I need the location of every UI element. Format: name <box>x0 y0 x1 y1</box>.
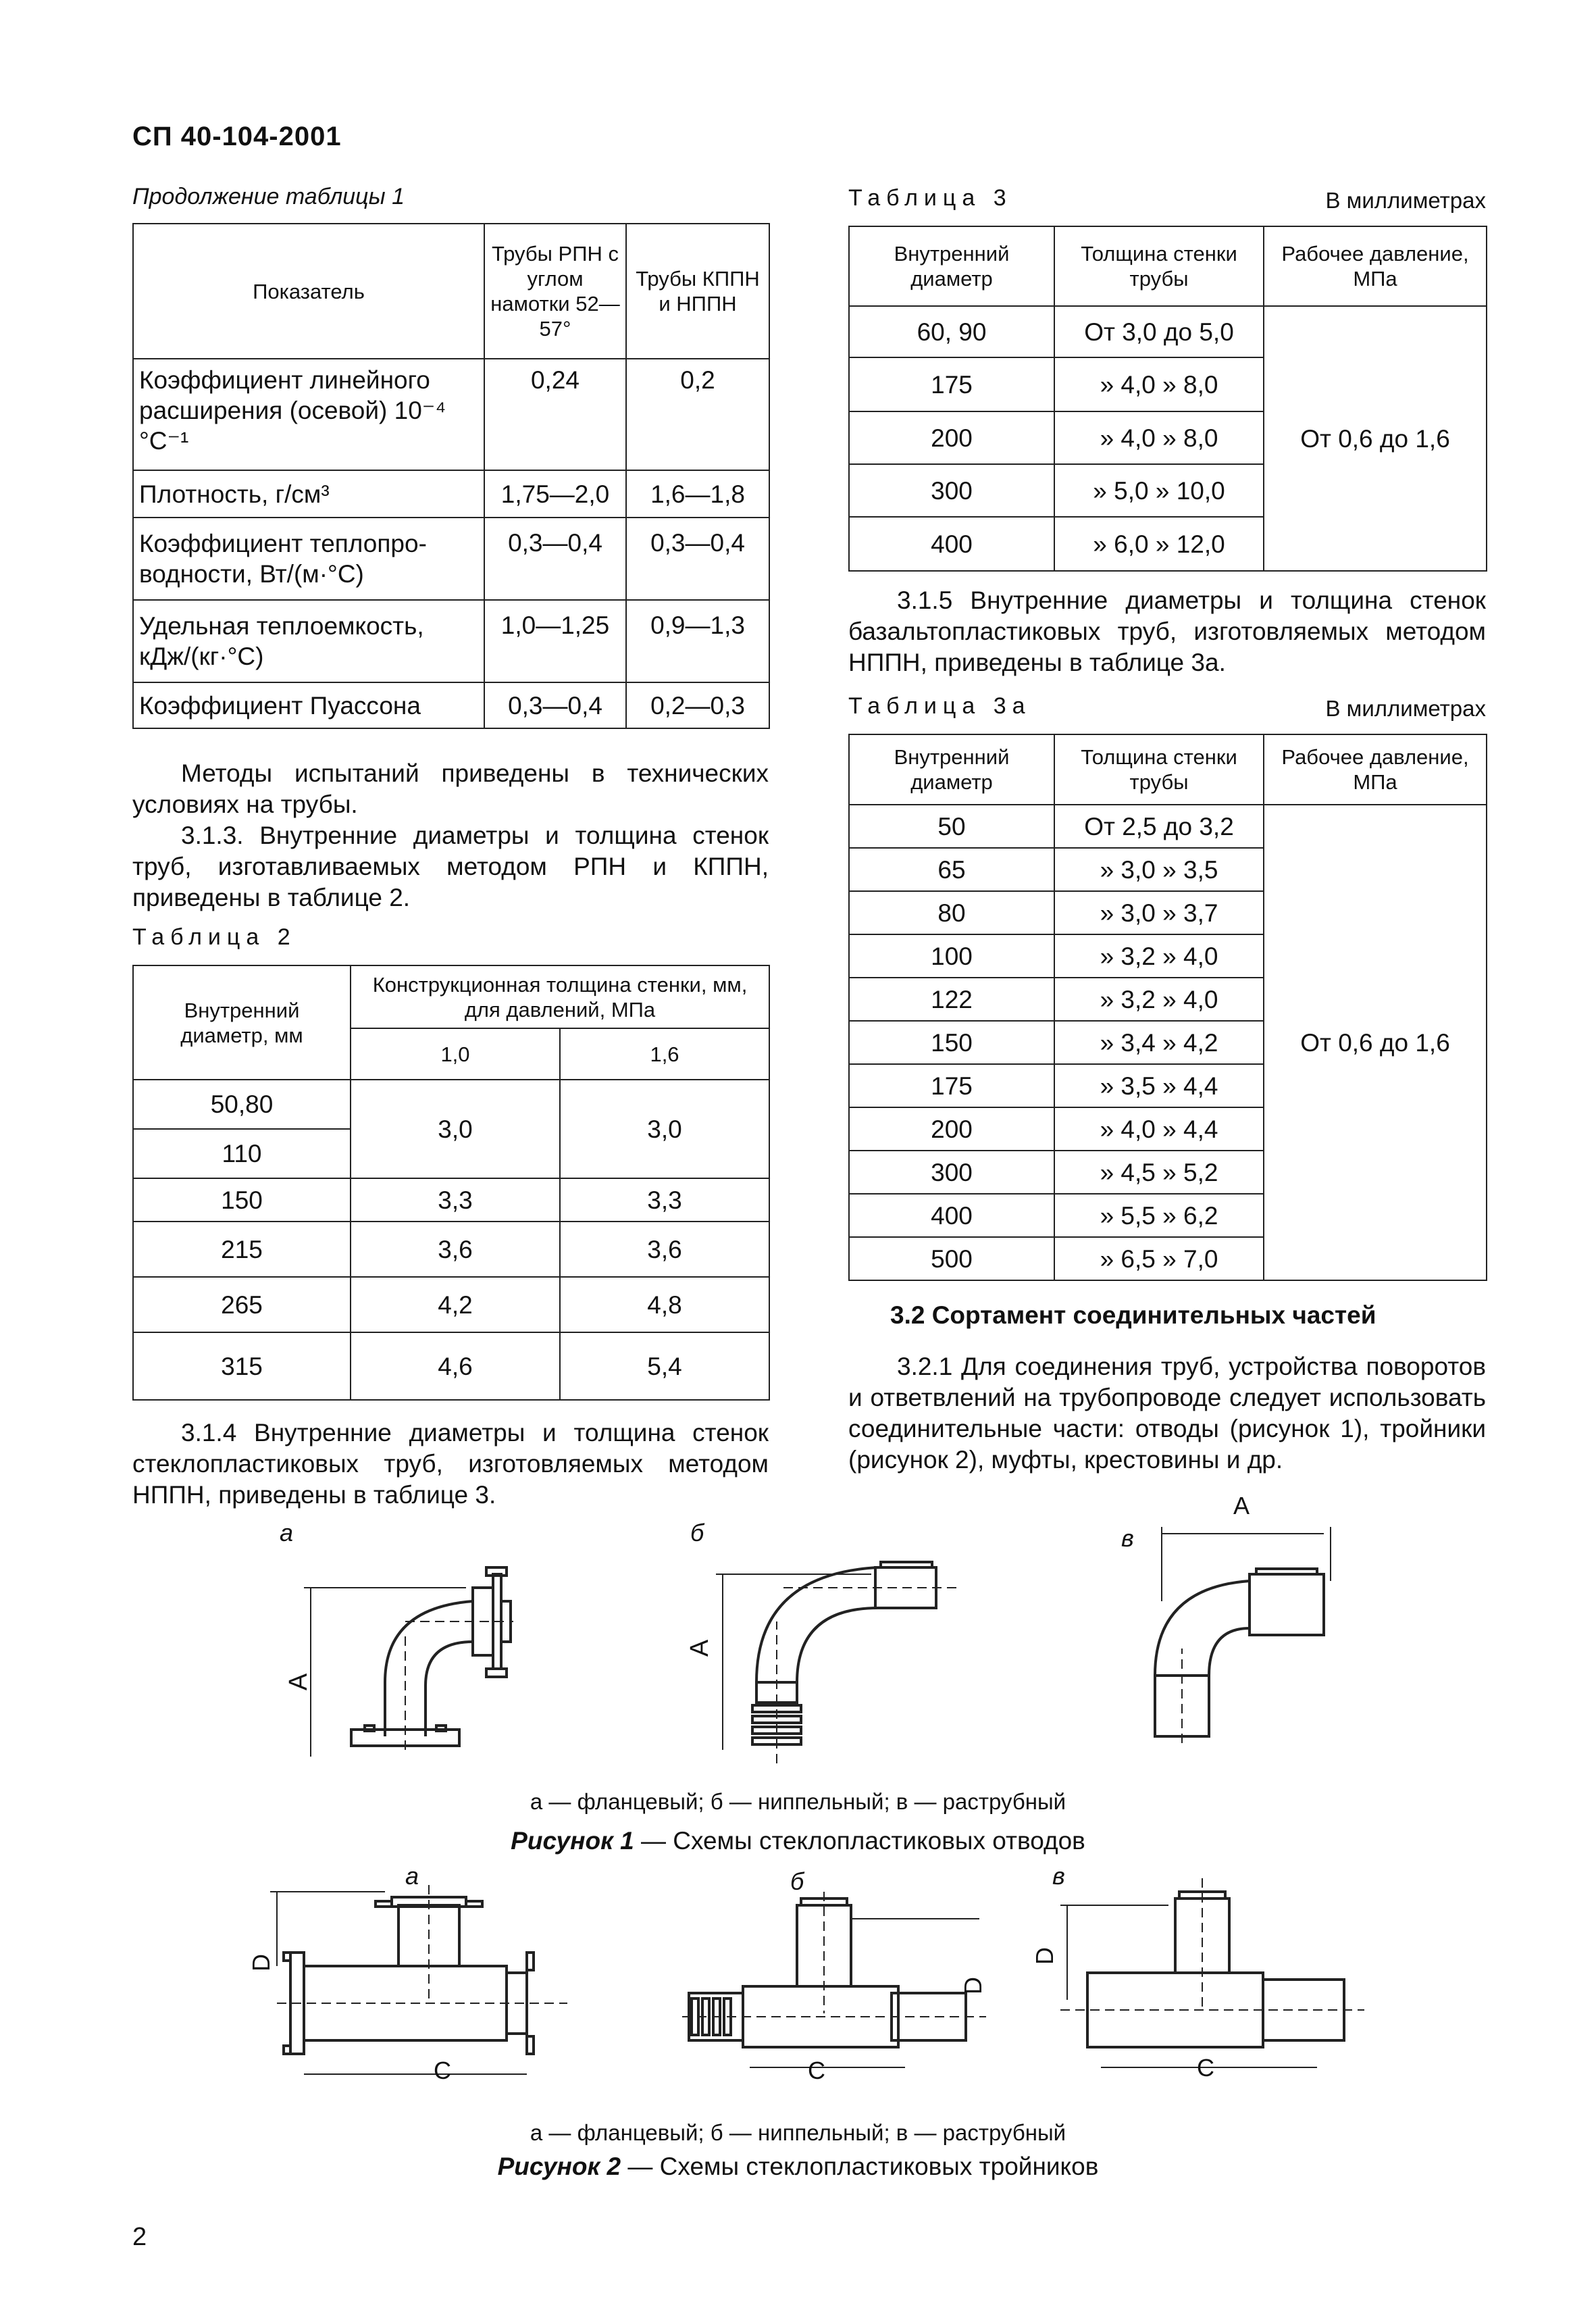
table3a-cell-diameter: 400 <box>849 1194 1054 1237</box>
table3a-cell-diameter: 50 <box>849 805 1054 848</box>
table-row <box>133 682 769 728</box>
table2-cell-a: 3,3 <box>351 1178 560 1222</box>
table-row <box>133 600 769 682</box>
table2-cell-merged-a: 3,0 <box>351 1080 560 1178</box>
table3a-cell-diameter: 150 <box>849 1021 1054 1064</box>
figure2-dim-d-c: D <box>1031 1947 1058 1965</box>
table3-units: В миллиметрах <box>1325 188 1486 213</box>
table2-cell-diameter: 110 <box>133 1129 351 1178</box>
table2-cell-b: 5,4 <box>560 1332 769 1400</box>
figure2-label-v: в <box>1052 1862 1065 1890</box>
table2-cell-diameter: 265 <box>133 1277 351 1332</box>
table3a-cell-thickness: » 5,5 » 6,2 <box>1054 1194 1264 1237</box>
table3a-cell-thickness: » 3,2 » 4,0 <box>1054 978 1264 1021</box>
table3a-cell-thickness: » 3,0 » 3,5 <box>1054 848 1264 891</box>
table3a-cell-diameter: 500 <box>849 1237 1054 1280</box>
table1-cell-kppn: 0,3—0,4 <box>626 518 769 600</box>
table3a-cell-diameter: 122 <box>849 978 1054 1021</box>
table3a-header-thickness: Толщина стенки трубы <box>1054 734 1264 805</box>
paragraph-block-4 <box>848 1351 1486 1476</box>
table1-cell-rpn: 0,3—0,4 <box>484 518 626 600</box>
figure1-caption-number: Рисунок 1 <box>511 1827 634 1855</box>
table1-caption: Продолжение таблицы 1 <box>132 184 405 209</box>
figure2-label-a: а <box>405 1862 419 1890</box>
nipple-tee-drawing <box>682 1892 993 2088</box>
table1-cell-param: Коэффициент линейного расширения (осевой) 10⁻⁴ °С⁻¹ <box>133 359 484 470</box>
table1-header-param: Показатель <box>133 224 484 359</box>
table-3a <box>848 734 1487 1281</box>
table1-cell-kppn: 0,2—0,3 <box>626 682 769 728</box>
figure1-caption-text: — Схемы стеклопластиковых отводов <box>634 1827 1085 1855</box>
table3a-cell-thickness: » 3,4 » 4,2 <box>1054 1021 1264 1064</box>
page-number: 2 <box>132 2223 147 2251</box>
paragraph-block-2 <box>132 1417 769 1511</box>
figure2-dim-d-b: D <box>959 1977 987 1994</box>
table3a-cell-thickness: » 6,5 » 7,0 <box>1054 1237 1264 1280</box>
table-1 <box>132 223 770 729</box>
table1-cell-rpn: 0,3—0,4 <box>484 682 626 728</box>
figure2-caption-number: Рисунок 2 <box>497 2153 621 2180</box>
table3-cell-diameter: 60, 90 <box>849 306 1054 357</box>
table3a-units: В миллиметрах <box>1325 696 1486 721</box>
table3-cell-pressure: От 0,6 до 1,6 <box>1264 306 1487 571</box>
table3-header-thickness: Толщина стенки трубы <box>1054 226 1264 306</box>
figure2-dim-c-b: С <box>808 2057 825 2084</box>
table2-header-p1: 1,0 <box>351 1028 560 1080</box>
nipple-elbow-drawing <box>716 1547 973 1777</box>
figure2-dim-c-a: С <box>434 2057 451 2084</box>
table1-cell-rpn: 1,0—1,25 <box>484 600 626 682</box>
table2-cell-a: 3,6 <box>351 1222 560 1277</box>
figure2-dim-c-c: С <box>1197 2054 1214 2082</box>
table3a-cell-diameter: 300 <box>849 1151 1054 1194</box>
figure1-subcaption: а — фланцевый; б — ниппельный; в — раструбный <box>530 1789 1066 1814</box>
table3a-cell-thickness: » 4,5 » 5,2 <box>1054 1151 1264 1194</box>
table2-cell-merged-b: 3,0 <box>560 1080 769 1178</box>
table1-cell-kppn: 0,9—1,3 <box>626 600 769 682</box>
table1-cell-param: Удельная теплоемкость, кДж/(кг·°С) <box>133 600 484 682</box>
table3-cell-thickness: » 4,0 » 8,0 <box>1054 411 1264 464</box>
table-2 <box>132 965 770 1401</box>
table3a-header-diameter: Внутренний диаметр <box>849 734 1054 805</box>
table2-cell-a: 4,6 <box>351 1332 560 1400</box>
table-row <box>133 1222 769 1277</box>
table1-header-rpn: Трубы РПН с углом намотки 52—57° <box>484 224 626 359</box>
figure1-label-a: а <box>280 1519 294 1546</box>
table-row <box>133 1178 769 1222</box>
table1-cell-param: Коэффициент теплопро-водности, Вт/(м·°С) <box>133 518 484 600</box>
document-code: СП 40-104-2001 <box>132 122 342 151</box>
table-row <box>133 1277 769 1332</box>
table3a-cell-diameter: 100 <box>849 934 1054 978</box>
table1-cell-kppn: 1,6—1,8 <box>626 470 769 518</box>
table2-header-p2: 1,6 <box>560 1028 769 1080</box>
table2-header-group: Конструкционная толщина стенки, мм, для давлений, МПа <box>351 965 769 1028</box>
flanged-tee-drawing <box>263 1885 581 2088</box>
table2-caption: Таблица 2 <box>132 924 297 950</box>
paragraph-test-methods: Методы испытаний приведены в технических условиях на трубы. <box>132 759 769 818</box>
figure1-dim-a-c: А <box>1233 1492 1250 1519</box>
table3a-cell-thickness: » 3,0 » 3,7 <box>1054 891 1264 934</box>
table2-header-diameter: Внутренний диаметр, мм <box>133 965 351 1080</box>
table2-cell-diameter: 315 <box>133 1332 351 1400</box>
table1-cell-rpn: 0,24 <box>484 359 626 470</box>
table1-cell-rpn: 1,75—2,0 <box>484 470 626 518</box>
table2-cell-a: 4,2 <box>351 1277 560 1332</box>
figure2-subcaption: а — фланцевый; б — ниппельный; в — раструбный <box>530 2120 1066 2145</box>
section-heading-3-2: 3.2 Сортамент соединительных частей <box>890 1301 1376 1329</box>
flanged-elbow-drawing <box>284 1534 567 1763</box>
table2-cell-diameter: 215 <box>133 1222 351 1277</box>
table3-cell-diameter: 200 <box>849 411 1054 464</box>
table3a-cell-diameter: 80 <box>849 891 1054 934</box>
figure2-caption <box>0 2153 1596 2181</box>
table3-cell-thickness: » 6,0 » 12,0 <box>1054 517 1264 571</box>
table3-caption: Таблица 3 <box>848 185 1012 211</box>
table1-cell-param: Коэффициент Пуассона <box>133 682 484 728</box>
table2-cell-diameter: 50,80 <box>133 1080 351 1129</box>
table1-header-kppn: Трубы КППН и НППН <box>626 224 769 359</box>
paragraph-block-3 <box>848 585 1486 678</box>
figure2-caption-text: — Схемы стеклопластиковых тройников <box>621 2153 1099 2180</box>
table-row <box>849 805 1487 848</box>
table-row <box>133 359 769 470</box>
table-row <box>133 518 769 600</box>
table3a-header-pressure: Рабочее давление, МПа <box>1264 734 1487 805</box>
table1-cell-param: Плотность, г/см³ <box>133 470 484 518</box>
table3a-cell-diameter: 175 <box>849 1064 1054 1107</box>
table2-cell-diameter: 150 <box>133 1178 351 1222</box>
socket-elbow-drawing <box>1135 1507 1351 1750</box>
table3a-caption: Таблица 3а <box>848 693 1031 719</box>
table2-cell-b: 3,6 <box>560 1222 769 1277</box>
table-row <box>133 470 769 518</box>
table-row <box>133 1332 769 1400</box>
table3a-cell-pressure: От 0,6 до 1,6 <box>1264 805 1487 1280</box>
figure1-label-v: в <box>1121 1524 1134 1552</box>
table-row <box>849 306 1487 357</box>
table1-cell-kppn: 0,2 <box>626 359 769 470</box>
socket-tee-drawing <box>1060 1878 1371 2081</box>
figure2-label-b: б <box>790 1867 804 1895</box>
figure1-dim-a-b: А <box>686 1639 715 1657</box>
paragraph-3-1-4: 3.1.4 Внутренние диаметры и толщина стенок стеклопластиковых труб, изготовляемых методом НППН, приведены в таблице 3. <box>132 1419 769 1509</box>
table3-cell-thickness: » 5,0 » 10,0 <box>1054 464 1264 517</box>
table3a-cell-diameter: 200 <box>849 1107 1054 1151</box>
table3a-cell-thickness: » 4,0 » 4,4 <box>1054 1107 1264 1151</box>
table2-cell-b: 4,8 <box>560 1277 769 1332</box>
table3a-cell-thickness: От 2,5 до 3,2 <box>1054 805 1264 848</box>
table-row <box>133 1080 769 1129</box>
figure1-caption <box>0 1827 1596 1855</box>
table3-cell-diameter: 175 <box>849 357 1054 411</box>
table3-header-diameter: Внутренний диаметр <box>849 226 1054 306</box>
table3-header-pressure: Рабочее давление, МПа <box>1264 226 1487 306</box>
table3a-cell-diameter: 65 <box>849 848 1054 891</box>
table2-cell-b: 3,3 <box>560 1178 769 1222</box>
table3-cell-thickness: От 3,0 до 5,0 <box>1054 306 1264 357</box>
table3a-cell-thickness: » 3,5 » 4,4 <box>1054 1064 1264 1107</box>
figure2-dim-d-a: D <box>247 1954 275 1971</box>
table3-cell-diameter: 400 <box>849 517 1054 571</box>
paragraph-3-2-1: 3.2.1 Для соединения труб, устройства поворотов и ответвлений на трубопроводе следует использовать соединительные части: отводы (рисунок 1), тройники (рисунок 2), муфты, крестовины и др. <box>848 1353 1486 1474</box>
table3-cell-diameter: 300 <box>849 464 1054 517</box>
paragraph-3-1-5: 3.1.5 Внутренние диаметры и толщина стенок базальтопластиковых труб, изготовляемых методом НППН, приведены в таблице 3а. <box>848 586 1486 676</box>
paragraph-3-1-3: 3.1.3. Внутренние диаметры и толщина стенок труб, изготавливаемых методом РПН и КППН, приведены в таблице 2. <box>132 822 769 911</box>
figure1-dim-a: А <box>284 1673 313 1691</box>
table3-cell-thickness: » 4,0 » 8,0 <box>1054 357 1264 411</box>
paragraph-block-1 <box>132 758 769 913</box>
table-3 <box>848 226 1487 572</box>
table3a-cell-thickness: » 3,2 » 4,0 <box>1054 934 1264 978</box>
figure1-label-b: б <box>690 1519 704 1546</box>
